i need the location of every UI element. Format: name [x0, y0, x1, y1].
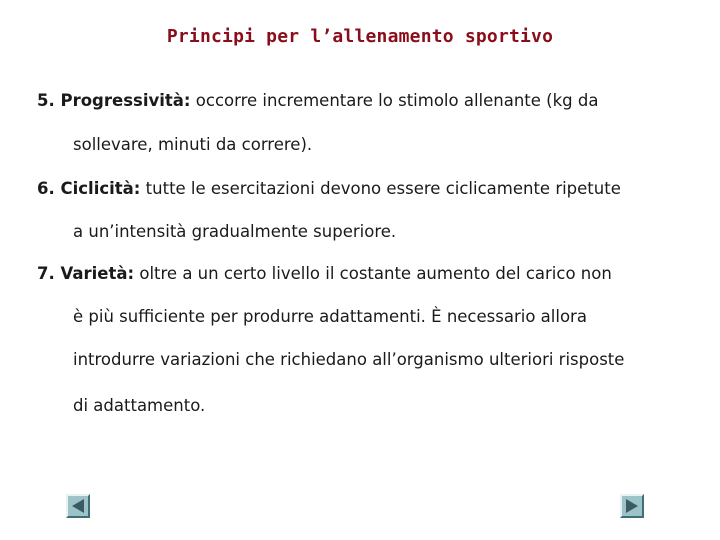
item-ciclicita-line — [37, 179, 621, 198]
previous-slide-button[interactable] — [66, 494, 90, 518]
item-continuation: è più sufficiente per produrre adattamenti. È necessario allora — [73, 307, 587, 326]
item-label: 7. Varietà: — [37, 264, 135, 283]
item-varieta-line — [37, 264, 612, 283]
item-continuation: introdurre variazioni che richiedano all’organismo ulteriori risposte — [73, 350, 625, 369]
next-slide-button[interactable] — [620, 494, 644, 518]
item-label: 6. Ciclicità: — [37, 179, 141, 198]
page-title: Principi per l’allenamento sportivo — [166, 26, 554, 47]
item-continuation: a un’intensità gradualmente superiore. — [73, 222, 397, 241]
item-progressivita-line — [37, 91, 598, 110]
item-continuation: di adattamento. — [73, 396, 206, 415]
item-text: occorre incrementare lo stimolo allenante (kg da — [190, 91, 599, 110]
triangle-right-icon — [624, 498, 640, 514]
triangle-left-icon — [70, 498, 86, 514]
item-continuation: sollevare, minuti da correre). — [73, 135, 313, 154]
item-label: 5. Progressività: — [37, 91, 191, 110]
item-text: oltre a un certo livello il costante aumento del carico non — [134, 264, 612, 283]
item-text: tutte le esercitazioni devono essere ciclicamente ripetute — [140, 179, 621, 198]
